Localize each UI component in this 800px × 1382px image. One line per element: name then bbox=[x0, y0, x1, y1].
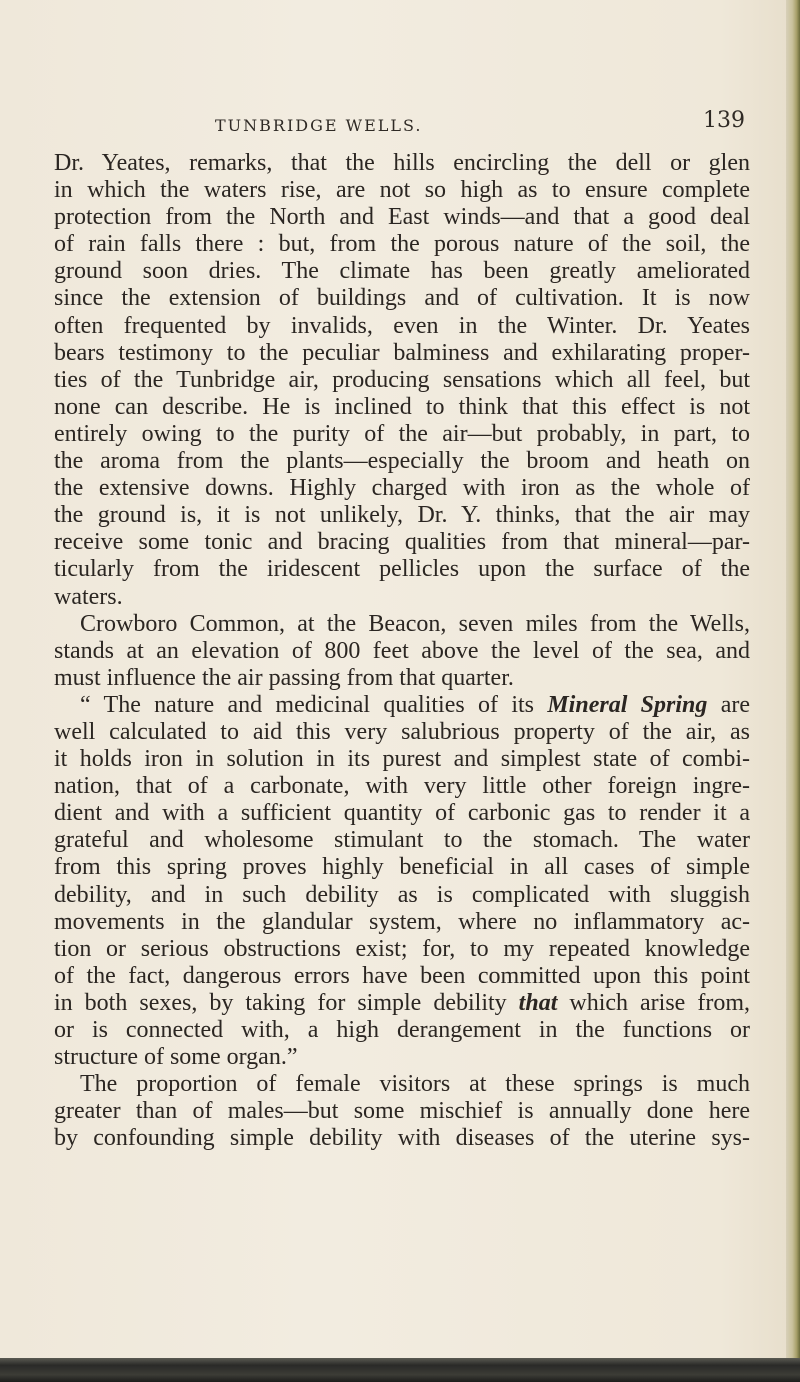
text-segment: are bbox=[707, 691, 750, 718]
text-line: tion or serious obstructions exist; for, to my repeated knowledge bbox=[54, 935, 750, 962]
text-line: of the fact, dangerous errors have been committed upon this point bbox=[54, 962, 750, 989]
text-line: dient and with a sufficient quantity of carbonic gas to render it a bbox=[54, 800, 750, 827]
text-line: nation, that of a carbonate, with very little other foreign ingre- bbox=[54, 773, 750, 800]
text-line: the aroma from the plants—especially the broom and heath on bbox=[54, 448, 750, 475]
text-line: bears testimony to the peculiar balminess and exhilarating proper- bbox=[54, 339, 750, 366]
text-line: from this spring proves highly beneficial in all cases of simple bbox=[54, 854, 750, 881]
page-header bbox=[215, 108, 745, 138]
text-line bbox=[54, 990, 750, 1017]
text-line: stands at an elevation of 800 feet above the level of the sea, and bbox=[54, 637, 750, 664]
text-line: debility, and in such debility as is complicated with sluggish bbox=[54, 881, 750, 908]
text-line: protection from the North and East winds—and that a good deal bbox=[54, 204, 750, 231]
body-text bbox=[54, 150, 750, 1152]
emphasis: that bbox=[518, 989, 558, 1016]
text-line: the ground is, it is not unlikely, Dr. Y. thinks, that the air may bbox=[54, 502, 750, 529]
text-line: Crowboro Common, at the Beacon, seven miles from the Wells, bbox=[80, 610, 750, 637]
page-number: 139 bbox=[703, 108, 745, 133]
text-line: none can describe. He is inclined to think that this effect is not bbox=[54, 393, 750, 420]
text-line bbox=[54, 692, 750, 719]
text-line: The proportion of female visitors at these springs is much bbox=[80, 1071, 750, 1098]
text-line: entirely owing to the purity of the air—but probably, in part, to bbox=[54, 420, 750, 447]
text-segment: which arise from, bbox=[557, 989, 750, 1016]
text-line: grateful and wholesome stimulant to the stomach. The water bbox=[54, 827, 750, 854]
text-line: structure of some organ.” bbox=[54, 1044, 298, 1071]
text-line: ground soon dries. The climate has been greatly ameliorated bbox=[54, 258, 750, 285]
text-line: greater than of males—but some mischief is annually done here bbox=[54, 1098, 750, 1125]
text-line: receive some tonic and bracing qualities from that mineral—par- bbox=[54, 529, 750, 556]
page-edge bbox=[786, 0, 800, 1382]
page-bottom-edge bbox=[0, 1358, 800, 1382]
text-line: the extensive downs. Highly charged with iron as the whole of bbox=[54, 475, 750, 502]
text-line: in which the waters rise, are not so high as to ensure complete bbox=[54, 177, 750, 204]
text-line: by confounding simple debility with diseases of the uterine sys- bbox=[54, 1125, 750, 1152]
text-line: since the extension of buildings and of cultivation. It is now bbox=[54, 285, 750, 312]
text-line: or is connected with, a high derangement in the functions or bbox=[54, 1017, 750, 1043]
text-line: of rain falls there : but, from the porous nature of the soil, the bbox=[54, 231, 750, 258]
text-line: well calculated to aid this very salubrious property of the air, as bbox=[54, 718, 750, 745]
text-line: ticularly from the iridescent pellicles upon the surface of the bbox=[54, 556, 750, 583]
text-line: waters. bbox=[54, 583, 123, 610]
text-segment: “ The nature and medicinal qualities of its bbox=[80, 691, 548, 718]
text-line: ties of the Tunbridge air, producing sensations which all feel, but bbox=[54, 366, 750, 393]
emphasis: Mineral Spring bbox=[547, 691, 708, 718]
text-line: it holds iron in solution in its purest and simplest state of combi- bbox=[54, 746, 750, 773]
text-line: must influence the air passing from that quarter. bbox=[54, 664, 514, 691]
running-head: TUNBRIDGE WELLS. bbox=[215, 116, 423, 135]
text-segment: in both sexes, by taking for simple debility bbox=[54, 989, 519, 1016]
text-line: movements in the glandular system, where no inflammatory ac- bbox=[54, 908, 750, 935]
text-line: Dr. Yeates, remarks, that the hills encircling the dell or glen bbox=[54, 150, 750, 176]
text-line: often frequented by invalids, even in the Winter. Dr. Yeates bbox=[54, 312, 750, 339]
